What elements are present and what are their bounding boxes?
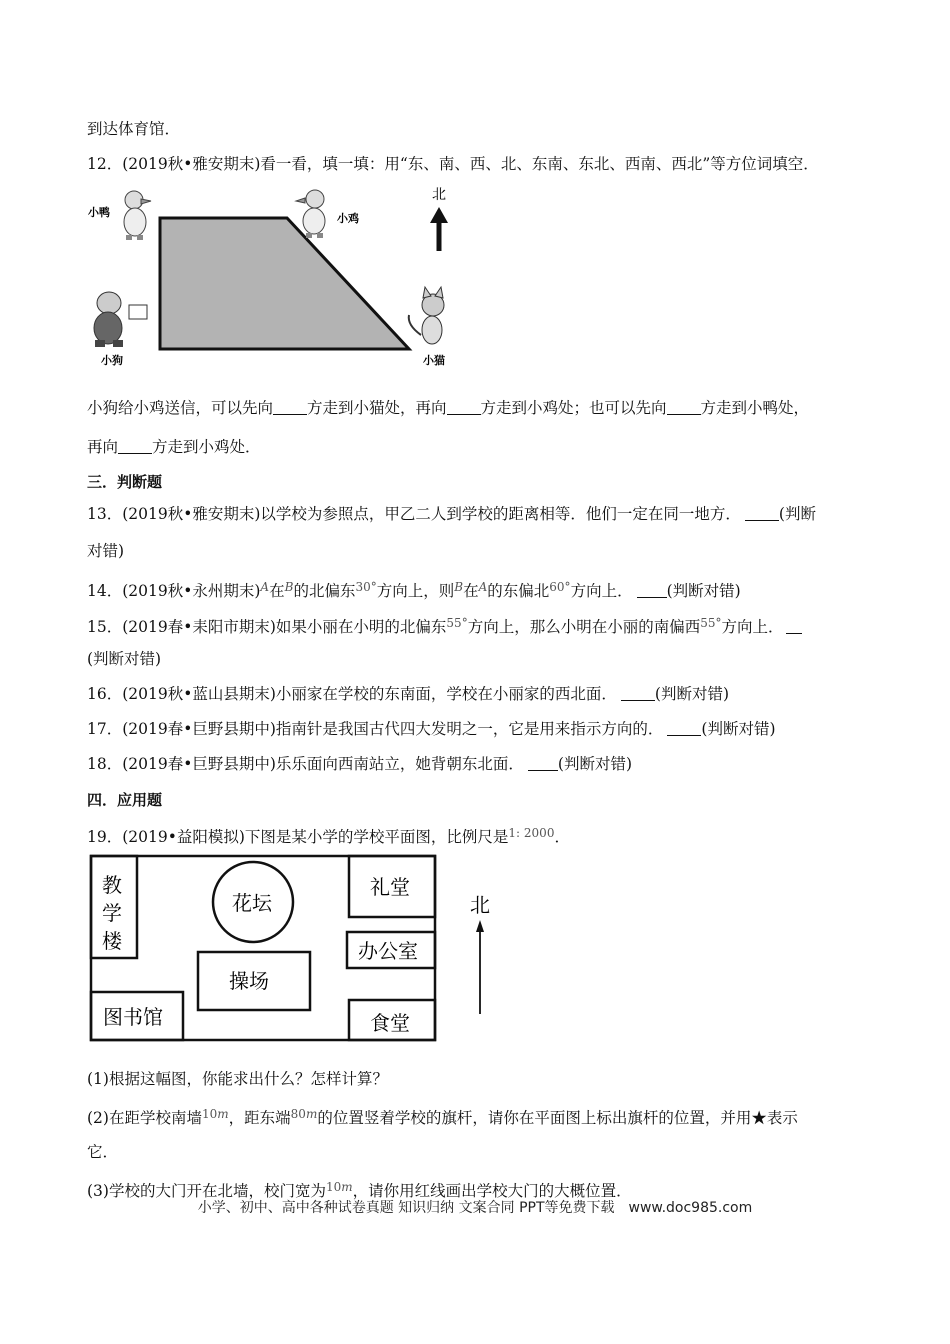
math-b: B xyxy=(284,580,294,594)
q14-part: 方向上，则 xyxy=(376,582,455,600)
q16-part: 16．(2019秋•蓝山县期末)小丽家在学校的东南面，学校在小丽家的西北面． xyxy=(87,685,617,703)
answer-blank[interactable] xyxy=(621,684,655,701)
q19-sub2-part: ，距东端 xyxy=(228,1109,291,1127)
q14-part: 方向上． xyxy=(570,582,633,600)
hall-label: 礼堂 xyxy=(370,875,410,899)
answer-blank[interactable] xyxy=(447,398,481,415)
q17-part: (判断对错) xyxy=(701,720,776,738)
duck-label: 小鸭 xyxy=(88,206,110,219)
library-label: 图书馆 xyxy=(103,1005,163,1029)
q15-line2: (判断对错) xyxy=(87,650,162,668)
math-b: B xyxy=(454,580,464,594)
unit-m: m xyxy=(341,1180,353,1194)
q17-part: 17．(2019春•巨野县期中)指南针是我国古代四大发明之一，它是用来指示方向的． xyxy=(87,720,664,738)
q19-sub2-part: 的位置竖着学校的旗杆，请你在平面图上标出旗杆的位置，并用★表示 xyxy=(317,1109,798,1127)
section-judgement: 三．判断题 xyxy=(87,473,163,491)
q16-part: (判断对错) xyxy=(654,685,730,703)
distance-value: 10 xyxy=(325,1180,342,1194)
q15-part: 方向上，那么小明在小丽的南偏西 xyxy=(467,618,701,636)
q14-line xyxy=(87,576,741,602)
scale-value: 1: 2000 xyxy=(508,826,555,840)
q18-part: 18．(2019春•巨野县期中)乐乐面向西南站立，她背朝东北面． xyxy=(87,755,524,773)
q19-sub2 xyxy=(87,1103,798,1129)
dog-label: 小狗 xyxy=(101,354,123,367)
q19-sub2-cont: 它． xyxy=(87,1143,119,1161)
q13-tail: (判断 xyxy=(778,505,816,523)
answer-blank[interactable] xyxy=(637,581,667,598)
cat-icon xyxy=(409,287,444,344)
q12-line2-part: 方走到小鸡处． xyxy=(152,438,261,456)
distance-value: 80 xyxy=(290,1107,306,1121)
q14-part: 的北偏东 xyxy=(293,582,356,600)
map-north-label: 北 xyxy=(470,893,490,917)
q12-text: 12．(2019秋•雅安期末)看一看，填一填：用“东、南、西、北、东南、东北、西南、西北”等方位词填空． xyxy=(87,155,819,173)
angle-value: 55° xyxy=(446,616,468,630)
q19-sub1: (1)根据这幅图，你能求出什么？怎样计算？ xyxy=(87,1070,388,1088)
teaching-char: 学 xyxy=(102,901,122,925)
q19-part: ． xyxy=(554,828,570,846)
q14-part: 的东偏北 xyxy=(487,582,550,600)
north-label: 北 xyxy=(432,187,446,203)
q19-sub3-part: (3)学校的大门开在北墙，校门宽为 xyxy=(87,1182,326,1200)
distance-value: 10 xyxy=(201,1107,218,1121)
playground-label: 操场 xyxy=(229,969,269,993)
answer-blank[interactable] xyxy=(528,754,558,771)
q19-part: 19．(2019•益阳模拟)下图是某小学的学校平面图，比例尺是 xyxy=(87,828,509,846)
q19-line xyxy=(87,822,570,848)
q14-part: 14．(2019秋•永州期末) xyxy=(87,582,261,600)
q15-line1 xyxy=(87,612,802,638)
answer-blank[interactable] xyxy=(667,398,701,415)
q18-line xyxy=(87,753,632,775)
unit-m: m xyxy=(217,1107,229,1121)
q13-line1 xyxy=(87,503,816,525)
office-label: 办公室 xyxy=(358,939,418,963)
q18-part: (判断对错) xyxy=(557,755,633,773)
q14-part: 在 xyxy=(269,582,285,600)
q13-line2: 对错) xyxy=(87,542,125,560)
q15-part: 15．(2019春•耒阳市期末)如果小丽在小明的北偏东 xyxy=(87,618,447,636)
q12-line1-part: 方走到小鸭处， xyxy=(700,399,810,417)
garden-label: 花坛 xyxy=(232,891,272,915)
answer-blank[interactable] xyxy=(273,398,307,415)
q12-line2-part: 再向 xyxy=(87,438,119,456)
q19-sub2-part: (2)在距学校南墙 xyxy=(87,1109,202,1127)
trapezoid-shape xyxy=(160,218,409,349)
map-north-arrow-icon xyxy=(476,920,484,1014)
q13-text: 13．(2019秋•雅安期末)以学校为参照点，甲乙二人到学校的距离相等．他们一定在同一地方． xyxy=(87,505,741,523)
q12-line2 xyxy=(87,436,261,458)
q15-part: 方向上． xyxy=(721,618,784,636)
section-application: 四．应用题 xyxy=(87,791,163,809)
angle-value: 60° xyxy=(549,580,571,594)
teaching-char: 楼 xyxy=(102,929,122,953)
duck-icon xyxy=(124,191,151,240)
canteen-label: 食堂 xyxy=(370,1011,410,1035)
answer-blank[interactable] xyxy=(118,437,152,454)
q12-figure xyxy=(87,185,467,370)
q12-line1-part: 方走到小鸡处；也可以先向 xyxy=(480,399,667,417)
north-arrow-icon xyxy=(430,207,448,251)
answer-blank[interactable] xyxy=(786,617,802,634)
chick-label: 小鸡 xyxy=(337,212,359,225)
teaching-char: 教 xyxy=(102,873,122,897)
q12-line1-part: 方走到小猫处，再向 xyxy=(307,399,447,417)
q14-part: 在 xyxy=(463,582,479,600)
top-line: 到达体育馆． xyxy=(87,120,181,138)
answer-blank[interactable] xyxy=(667,719,701,736)
q17-line xyxy=(87,718,776,740)
math-a: A xyxy=(478,580,488,594)
q16-line xyxy=(87,683,729,705)
q12-line1 xyxy=(87,397,809,419)
dog-icon xyxy=(94,292,147,347)
footer-banner: 小学、初中、高中各种试卷真题 知识归纳 文案合同 PPT等免费下载 www.doc985.com xyxy=(197,1200,753,1216)
unit-m: m xyxy=(305,1107,318,1121)
angle-value: 55° xyxy=(700,616,722,630)
math-a: A xyxy=(260,580,270,594)
q12-line1-part: 小狗给小鸡送信，可以先向 xyxy=(87,399,274,417)
cat-label: 小猫 xyxy=(423,354,445,367)
school-map xyxy=(87,852,507,1044)
angle-value: 30° xyxy=(355,580,377,594)
answer-blank[interactable] xyxy=(745,504,779,521)
q14-part: (判断对错) xyxy=(666,582,741,600)
q19-sub3-part: ，请你用红线画出学校大门的大概位置． xyxy=(352,1182,632,1200)
